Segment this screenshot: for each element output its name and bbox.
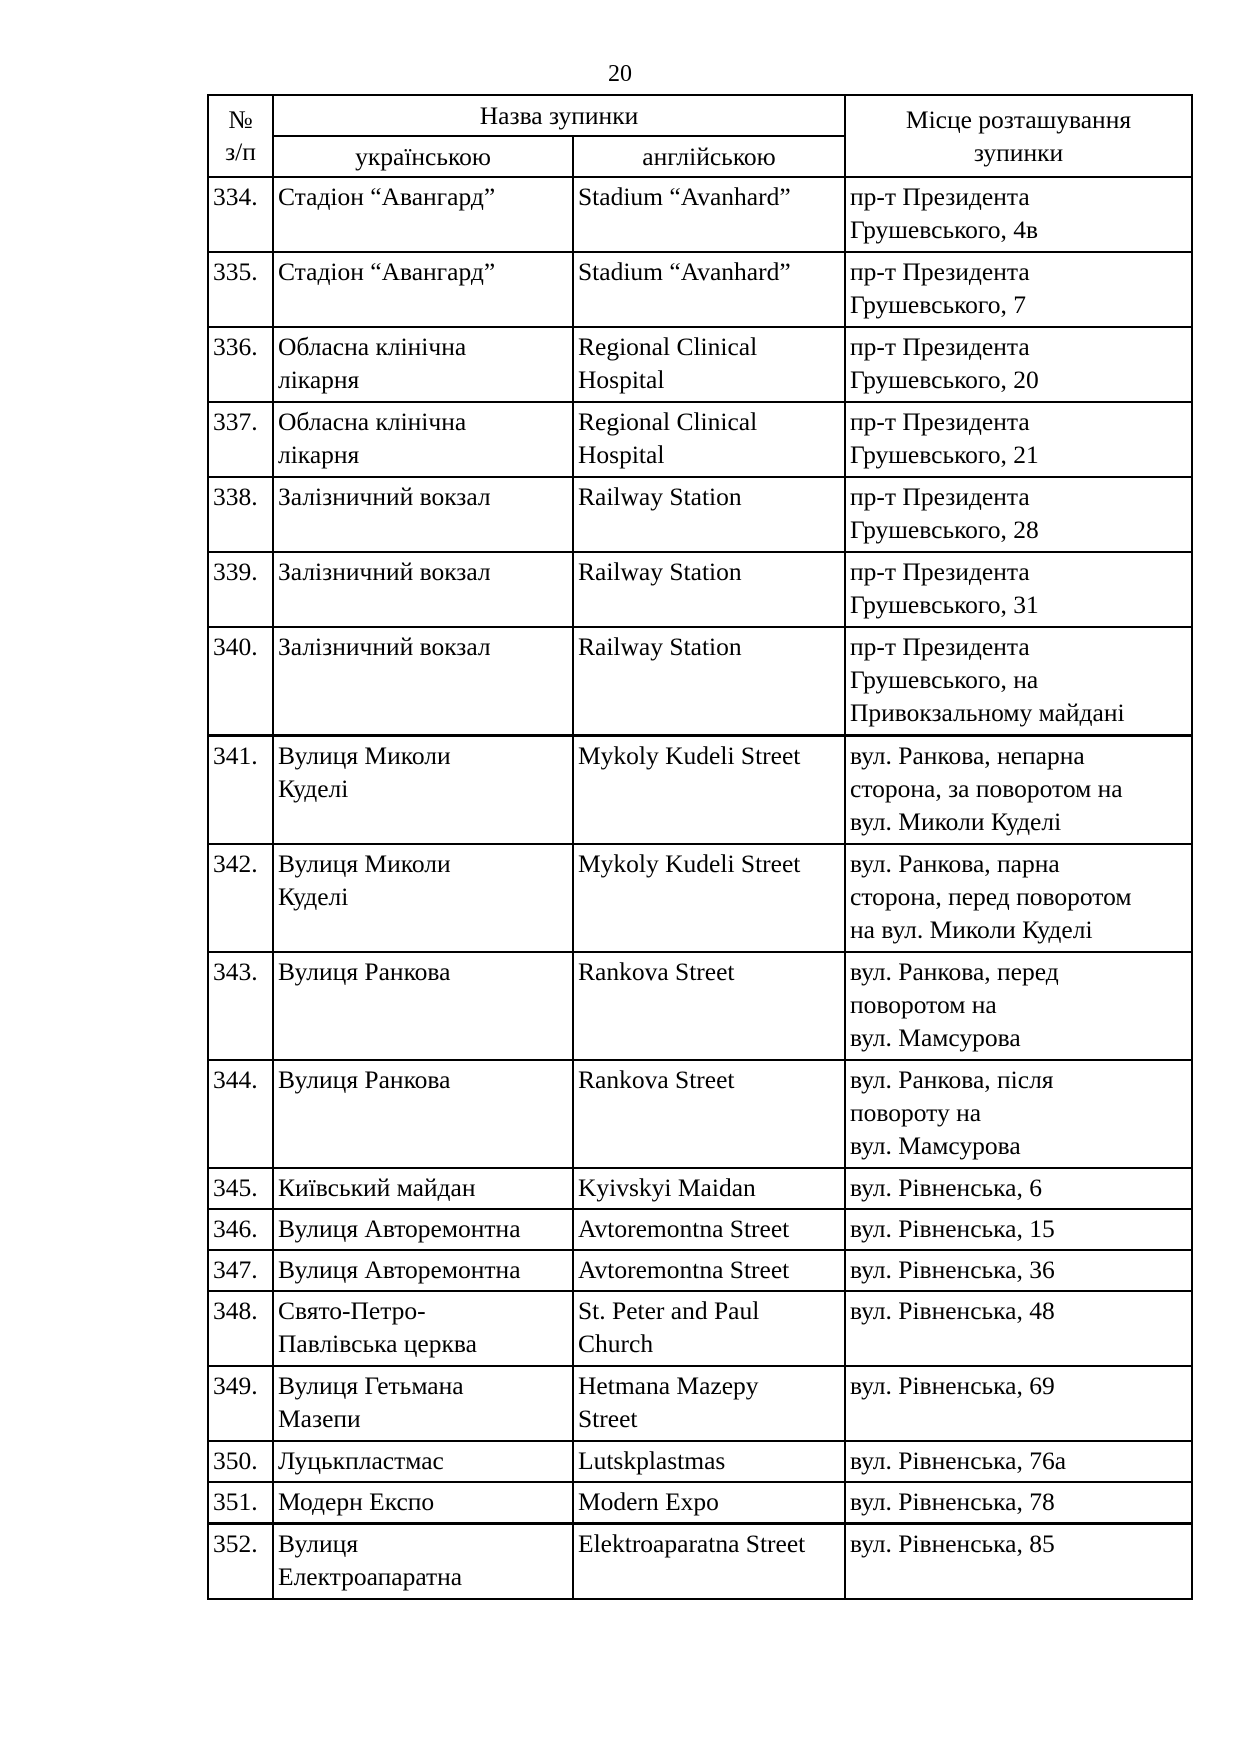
cell-ukrainian-name-line: лікарня xyxy=(278,365,360,394)
cell-ukrainian-name-line: Вулиця Миколи xyxy=(278,741,451,770)
cell-location xyxy=(845,736,1192,845)
cell-ukrainian-name-line: лікарня xyxy=(278,440,360,469)
bus-stops-table xyxy=(207,94,1193,1600)
cell-ukrainian-name-line: Обласна клінічна xyxy=(278,332,467,361)
cell-ukrainian-name-line: Електроапаратна xyxy=(278,1562,463,1591)
cell-ukrainian-name-line: Вулиця Авторемонтна xyxy=(278,1214,521,1243)
cell-english-name-line: Mykoly Kudeli Street xyxy=(578,741,801,770)
header-number-abbrev: з/п xyxy=(225,137,256,166)
cell-english-name xyxy=(573,844,845,952)
cell-location-line: вул. Рівненська, 48 xyxy=(850,1296,1055,1325)
cell-english-name-line: Regional Clinical xyxy=(578,332,758,361)
cell-english-name-line: Stadium “Avanhard” xyxy=(578,257,791,286)
cell-english-name-line: Avtoremontna Street xyxy=(578,1255,790,1284)
cell-location xyxy=(845,1482,1192,1524)
table-row xyxy=(208,1482,1192,1524)
cell-location-line: Привокзальному майдані xyxy=(850,698,1125,727)
cell-location-line: Грушевського, на xyxy=(850,665,1039,694)
cell-ukrainian-name xyxy=(273,1060,573,1168)
cell-ukrainian-name xyxy=(273,1168,573,1209)
cell-english-name-line: Rankova Street xyxy=(578,1065,735,1094)
header-location-line: Місце розташування xyxy=(905,105,1132,134)
cell-ukrainian-name xyxy=(273,1209,573,1250)
cell-ukrainian-name-line: Вулиця Гетьмана xyxy=(278,1371,464,1400)
cell-english-name-line: Avtoremontna Street xyxy=(578,1214,790,1243)
cell-english-name-line: Stadium “Avanhard” xyxy=(578,182,791,211)
table-row xyxy=(208,1250,1192,1291)
cell-ukrainian-name-line: Луцькпластмас xyxy=(278,1446,444,1475)
cell-ukrainian-name-line: Павлівська церква xyxy=(278,1329,477,1358)
cell-number: 344. xyxy=(208,1060,273,1168)
cell-english-name-line: St. Peter and Paul xyxy=(578,1296,760,1325)
cell-english-name xyxy=(573,1291,845,1366)
cell-ukrainian-name-line: Вулиця Авторемонтна xyxy=(278,1255,521,1284)
table-row xyxy=(208,402,1192,477)
cell-english-name-line: Street xyxy=(578,1404,638,1433)
cell-english-name xyxy=(573,1209,845,1250)
cell-location-line: вул. Миколи Куделі xyxy=(850,807,1062,836)
cell-location xyxy=(845,327,1192,402)
cell-location-line: вул. Рівненська, 76а xyxy=(850,1446,1067,1475)
cell-location xyxy=(845,1524,1192,1600)
cell-english-name-line: Railway Station xyxy=(578,632,742,661)
cell-location xyxy=(845,552,1192,627)
cell-english-name-line: Regional Clinical xyxy=(578,407,758,436)
cell-location-line: вул. Рівненська, 85 xyxy=(850,1529,1055,1558)
cell-number: 334. xyxy=(208,177,273,252)
cell-english-name xyxy=(573,1060,845,1168)
cell-location-line: повороту на xyxy=(850,1098,982,1127)
cell-ukrainian-name-line: Вулиця Миколи xyxy=(278,849,451,878)
cell-location xyxy=(845,1250,1192,1291)
cell-ukrainian-name xyxy=(273,736,573,845)
cell-english-name xyxy=(573,1366,845,1441)
cell-english-name xyxy=(573,1168,845,1209)
cell-english-name xyxy=(573,1482,845,1524)
cell-location-line: вул. Мамсурова xyxy=(850,1131,1021,1160)
cell-number: 349. xyxy=(208,1366,273,1441)
cell-english-name xyxy=(573,552,845,627)
cell-location-line: пр-т Президента xyxy=(850,632,1030,661)
cell-location xyxy=(845,627,1192,736)
cell-location xyxy=(845,952,1192,1060)
header-location-line: зупинки xyxy=(973,138,1064,167)
cell-english-name-line: Kyivskyi Maidan xyxy=(578,1173,756,1202)
cell-english-name-line: Rankova Street xyxy=(578,957,735,986)
cell-english-name xyxy=(573,736,845,845)
cell-ukrainian-name-line: Залізничний вокзал xyxy=(278,557,491,586)
cell-ukrainian-name-line: Обласна клінічна xyxy=(278,407,467,436)
cell-location xyxy=(845,1168,1192,1209)
table-row xyxy=(208,1209,1192,1250)
cell-location-line: поворотом на xyxy=(850,990,997,1019)
cell-number: 347. xyxy=(208,1250,273,1291)
cell-location xyxy=(845,177,1192,252)
cell-location xyxy=(845,402,1192,477)
cell-location-line: Грушевського, 7 xyxy=(850,290,1027,319)
cell-english-name xyxy=(573,252,845,327)
cell-english-name xyxy=(573,477,845,552)
cell-ukrainian-name-line: Вулиця Ранкова xyxy=(278,957,451,986)
cell-ukrainian-name xyxy=(273,627,573,736)
cell-ukrainian-name xyxy=(273,252,573,327)
table-row xyxy=(208,477,1192,552)
cell-location-line: вул. Ранкова, перед xyxy=(850,957,1059,986)
cell-location-line: вул. Ранкова, парна xyxy=(850,849,1060,878)
table-row xyxy=(208,1168,1192,1209)
cell-location xyxy=(845,1209,1192,1250)
cell-english-name-line: Hospital xyxy=(578,365,665,394)
table-row xyxy=(208,1524,1192,1600)
cell-english-name xyxy=(573,177,845,252)
cell-ukrainian-name-line: Стадіон “Авангард” xyxy=(278,257,496,286)
cell-ukrainian-name xyxy=(273,844,573,952)
cell-ukrainian-name-line: Куделі xyxy=(278,882,349,911)
table-row xyxy=(208,1291,1192,1366)
cell-ukrainian-name xyxy=(273,1482,573,1524)
table-row xyxy=(208,627,1192,736)
cell-location-line: Грушевського, 4в xyxy=(850,215,1039,244)
table-row xyxy=(208,177,1192,252)
cell-english-name-line: Elektroaparatna Street xyxy=(578,1529,806,1558)
cell-location-line: вул. Рівненська, 15 xyxy=(850,1214,1055,1243)
cell-english-name xyxy=(573,627,845,736)
cell-english-name xyxy=(573,327,845,402)
page-number: 20 xyxy=(608,61,632,87)
cell-english-name xyxy=(573,1441,845,1482)
cell-number: 336. xyxy=(208,327,273,402)
cell-location xyxy=(845,1366,1192,1441)
table-body xyxy=(208,177,1192,1599)
header-number xyxy=(208,95,273,177)
cell-ukrainian-name xyxy=(273,1441,573,1482)
cell-location-line: пр-т Президента xyxy=(850,332,1030,361)
cell-ukrainian-name-line: Куделі xyxy=(278,774,349,803)
cell-number: 351. xyxy=(208,1482,273,1524)
cell-location-line: сторона, перед поворотом xyxy=(850,882,1132,911)
cell-english-name-line: Mykoly Kudeli Street xyxy=(578,849,801,878)
table-row xyxy=(208,252,1192,327)
cell-location-line: Грушевського, 31 xyxy=(850,590,1039,619)
table-row xyxy=(208,327,1192,402)
cell-ukrainian-name-line: Мазепи xyxy=(278,1404,361,1433)
cell-english-name xyxy=(573,402,845,477)
cell-ukrainian-name xyxy=(273,1250,573,1291)
header-english: англійською xyxy=(573,136,845,177)
cell-location-line: на вул. Миколи Куделі xyxy=(850,915,1093,944)
table-row xyxy=(208,1441,1192,1482)
cell-location-line: Грушевського, 21 xyxy=(850,440,1039,469)
cell-number: 345. xyxy=(208,1168,273,1209)
cell-number: 350. xyxy=(208,1441,273,1482)
cell-number: 342. xyxy=(208,844,273,952)
cell-location-line: вул. Рівненська, 78 xyxy=(850,1487,1055,1516)
cell-number: 335. xyxy=(208,252,273,327)
table-row xyxy=(208,736,1192,845)
cell-ukrainian-name-line: Залізничний вокзал xyxy=(278,632,491,661)
cell-location-line: вул. Мамсурова xyxy=(850,1023,1021,1052)
cell-ukrainian-name xyxy=(273,177,573,252)
cell-number: 346. xyxy=(208,1209,273,1250)
cell-english-name-line: Railway Station xyxy=(578,557,742,586)
cell-english-name-line: Railway Station xyxy=(578,482,742,511)
table-row xyxy=(208,952,1192,1060)
cell-english-name xyxy=(573,1524,845,1600)
cell-location xyxy=(845,1441,1192,1482)
cell-english-name xyxy=(573,952,845,1060)
cell-ukrainian-name xyxy=(273,477,573,552)
cell-location xyxy=(845,252,1192,327)
cell-ukrainian-name xyxy=(273,952,573,1060)
cell-location-line: вул. Рівненська, 36 xyxy=(850,1255,1055,1284)
header-number-symbol: № xyxy=(228,105,253,134)
cell-english-name-line: Lutskplastmas xyxy=(578,1446,726,1475)
cell-ukrainian-name xyxy=(273,1366,573,1441)
table-row xyxy=(208,1060,1192,1168)
cell-ukrainian-name-line: Свято-Петро- xyxy=(278,1296,426,1325)
cell-english-name-line: Hospital xyxy=(578,440,665,469)
cell-number: 338. xyxy=(208,477,273,552)
cell-location-line: сторона, за поворотом на xyxy=(850,774,1123,803)
cell-ukrainian-name xyxy=(273,552,573,627)
cell-location xyxy=(845,1291,1192,1366)
cell-number: 341. xyxy=(208,736,273,845)
cell-english-name-line: Church xyxy=(578,1329,654,1358)
cell-number: 343. xyxy=(208,952,273,1060)
header-location xyxy=(845,95,1192,177)
cell-location-line: вул. Ранкова, після xyxy=(850,1065,1054,1094)
cell-location-line: пр-т Президента xyxy=(850,557,1030,586)
table-row xyxy=(208,552,1192,627)
cell-ukrainian-name-line: Вулиця xyxy=(278,1529,359,1558)
cell-location-line: Грушевського, 20 xyxy=(850,365,1039,394)
cell-number: 339. xyxy=(208,552,273,627)
cell-location-line: пр-т Президента xyxy=(850,407,1030,436)
table-row xyxy=(208,1366,1192,1441)
cell-english-name xyxy=(573,1250,845,1291)
cell-location-line: пр-т Президента xyxy=(850,182,1030,211)
table-row xyxy=(208,844,1192,952)
header-stop-name: Назва зупинки xyxy=(273,95,845,136)
cell-number: 337. xyxy=(208,402,273,477)
cell-location xyxy=(845,477,1192,552)
cell-location-line: пр-т Президента xyxy=(850,482,1030,511)
cell-location-line: пр-т Президента xyxy=(850,257,1030,286)
cell-english-name-line: Modern Expo xyxy=(578,1487,719,1516)
cell-location xyxy=(845,1060,1192,1168)
cell-location xyxy=(845,844,1192,952)
cell-ukrainian-name-line: Залізничний вокзал xyxy=(278,482,491,511)
cell-number: 340. xyxy=(208,627,273,736)
cell-english-name-line: Hetmana Mazepy xyxy=(578,1371,759,1400)
cell-ukrainian-name xyxy=(273,327,573,402)
cell-ukrainian-name xyxy=(273,1291,573,1366)
cell-ukrainian-name-line: Київський майдан xyxy=(278,1173,476,1202)
table-header xyxy=(208,95,1192,177)
header-ukrainian: українською xyxy=(273,136,573,177)
cell-ukrainian-name xyxy=(273,1524,573,1600)
cell-location-line: вул. Рівненська, 6 xyxy=(850,1173,1042,1202)
cell-location-line: Грушевського, 28 xyxy=(850,515,1039,544)
cell-ukrainian-name-line: Модерн Експо xyxy=(278,1487,435,1516)
cell-ukrainian-name-line: Вулиця Ранкова xyxy=(278,1065,451,1094)
cell-number: 352. xyxy=(208,1524,273,1600)
cell-ukrainian-name xyxy=(273,402,573,477)
cell-location-line: вул. Рівненська, 69 xyxy=(850,1371,1055,1400)
cell-number: 348. xyxy=(208,1291,273,1366)
cell-ukrainian-name-line: Стадіон “Авангард” xyxy=(278,182,496,211)
cell-location-line: вул. Ранкова, непарна xyxy=(850,741,1085,770)
